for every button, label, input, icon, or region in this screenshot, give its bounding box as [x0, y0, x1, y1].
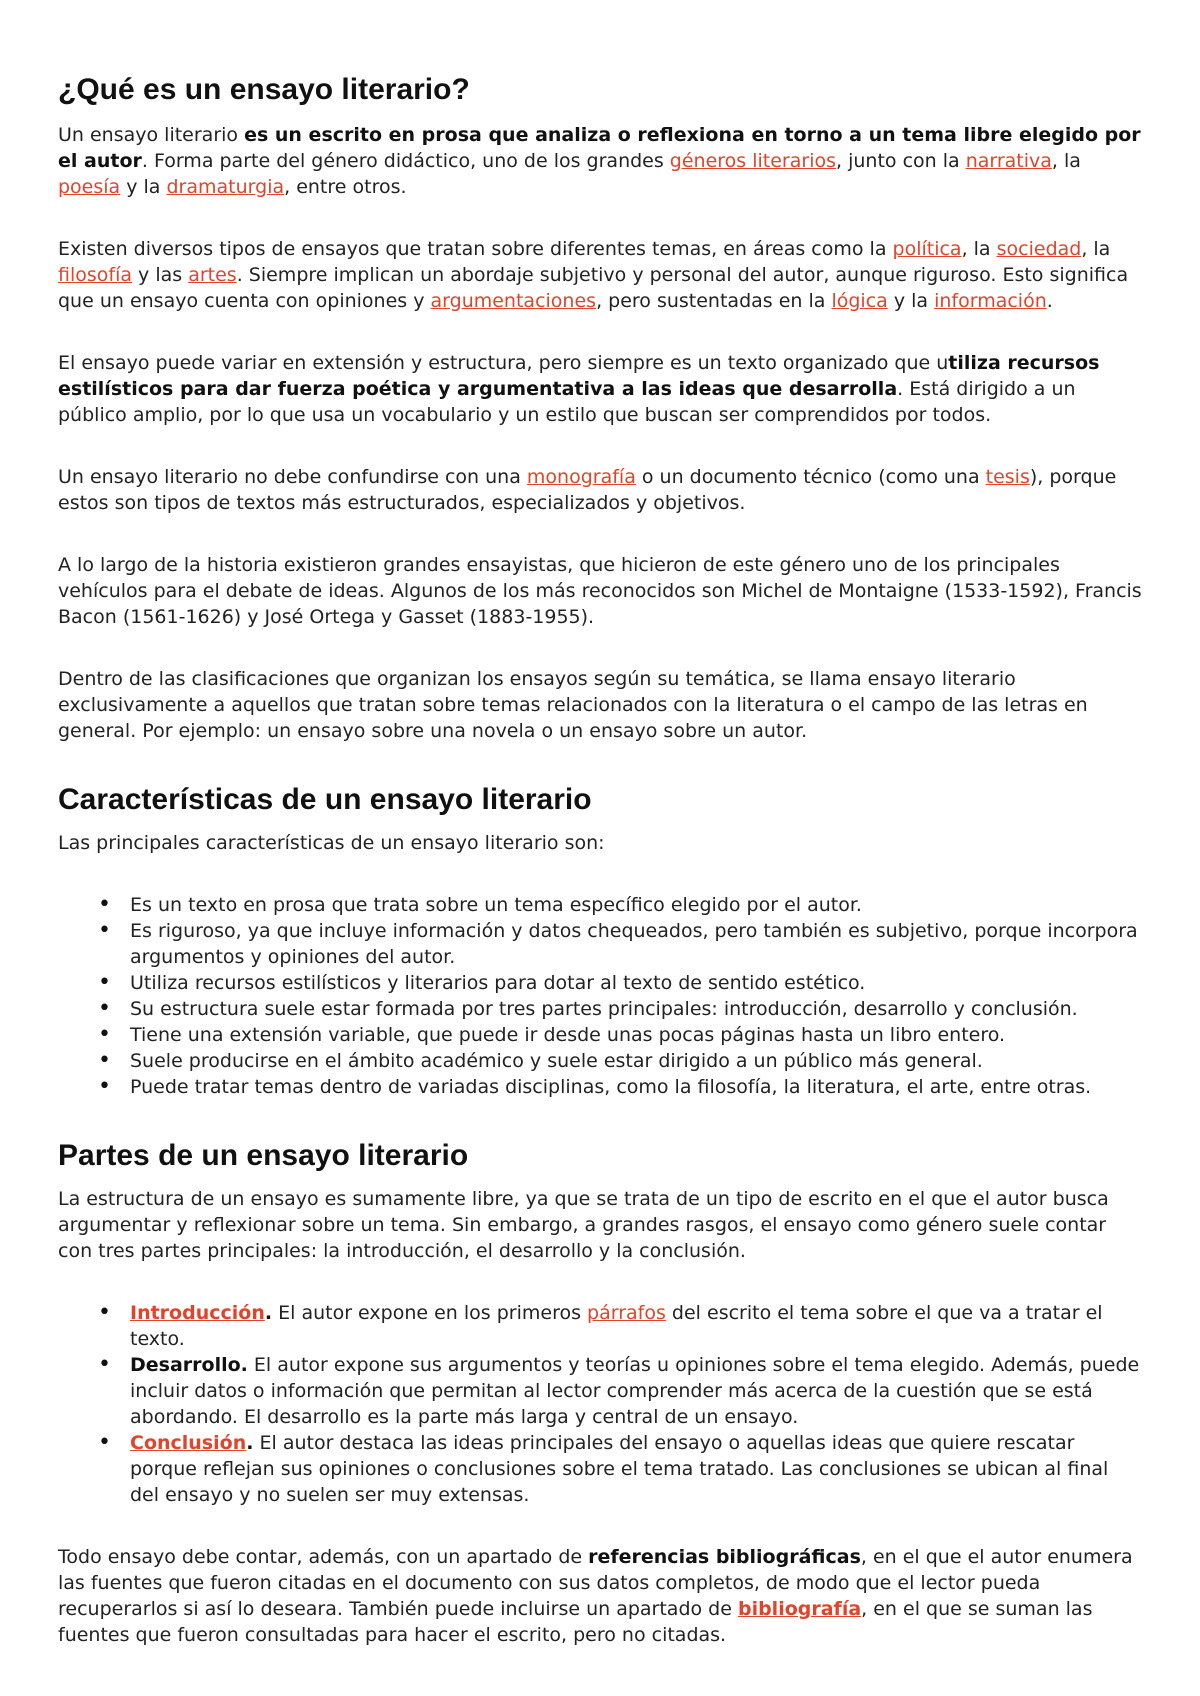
label-desarrollo: Desarrollo.	[130, 1354, 248, 1376]
link-parrafos[interactable]: párrafos	[587, 1302, 666, 1324]
caracteristicas-list	[58, 892, 1142, 1100]
paragraph-ensayistas: A lo largo de la historia existieron grandes ensayistas, que hicieron de este género uno de los principales vehículos para el debate de ideas. Algunos de los más reconocidos son Michel de Montaigne (1533-1592), Francis Bacon (1561-1626) y José Ortega y Gasset (1883-1955).	[58, 554, 1142, 628]
link-dramaturgia[interactable]: dramaturgia	[166, 176, 285, 198]
list-item: • Es riguroso, ya que incluye información y datos chequeados, pero también es subjetivo, porque incorpora argumentos y opiniones del autor.	[130, 918, 1142, 970]
link-monografia[interactable]: monografía	[526, 466, 636, 488]
list-item-introduccion: • Introducción. El autor expone en los primeros párrafos del escrito el tema sobre el que va a tratar el texto.	[130, 1300, 1142, 1352]
list-item: • Es un texto en prosa que trata sobre un tema específico elegido por el autor.	[130, 892, 1142, 918]
caracteristicas-intro: Las principales características de un ensayo literario son:	[58, 832, 605, 854]
link-informacion[interactable]: información	[934, 290, 1047, 312]
link-introduccion[interactable]: Introducción	[130, 1302, 265, 1324]
bold-recursos: tiliza recursos estilísticos para dar fuerza poética y argumentativa a las ideas que desarrolla	[58, 352, 1100, 400]
paragraph-estructura: El ensayo puede variar en extensión y estructura, pero siempre es un texto organizado que utiliza recursos estilísticos para dar fuerza poética y argumentativa a las ideas que desarrolla. Está dirigido a un público amplio, por lo que usa un vocabulario y un estilo que buscan ser comprendidos por todos.	[58, 352, 1100, 426]
heading-partes: Partes de un ensayo literario	[58, 1139, 469, 1172]
link-bibliografia[interactable]: bibliografía	[737, 1598, 862, 1620]
page-title: ¿Qué es un ensayo literario?	[58, 73, 470, 106]
link-conclusion[interactable]: Conclusión	[130, 1432, 247, 1454]
link-tesis[interactable]: tesis	[985, 466, 1030, 488]
paragraph-tipos: Existen diversos tipos de ensayos que tratan sobre diferentes temas, en áreas como la política, la sociedad, la filosofía y las artes. Siempre implican un abordaje subjetivo y personal del autor, aunque riguroso. Esto significa que un ensayo cuenta con opiniones y argumentaciones, pero sustentadas en la lógica y la información.	[58, 238, 1129, 312]
link-filosofia[interactable]: filosofía	[58, 264, 133, 286]
heading-caracteristicas: Características de un ensayo literario	[58, 783, 592, 816]
link-argumentaciones[interactable]: argumentaciones	[430, 290, 597, 312]
bold-definition: es un escrito en prosa que analiza o reflexiona en torno a un tema libre elegido por el autor	[58, 124, 1141, 172]
partes-intro: La estructura de un ensayo es sumamente libre, ya que se trata de un tipo de escrito en el que el autor busca argumentar y reflexionar sobre un tema. Sin embargo, a grandes rasgos, el ensayo como género suele contar con tres partes principales: la introducción, el desarrollo y la conclusión.	[58, 1188, 1109, 1262]
list-item-desarrollo: • Desarrollo. El autor expone sus argumentos y teorías u opiniones sobre el tema elegido. Además, puede incluir datos o información que permitan al lector comprender más acerca de la cuestión que se está abordando. El desarrollo es la parte más larga y central de un ensayo.	[130, 1352, 1142, 1430]
link-poesia[interactable]: poesía	[58, 176, 121, 198]
list-item: • Su estructura suele estar formada por tres partes principales: introducción, desarrollo y conclusión.	[130, 996, 1142, 1022]
paragraph-definition: Un ensayo literario es un escrito en prosa que analiza o reflexiona en torno a un tema libre elegido por el autor. Forma parte del género didáctico, uno de los grandes géneros literarios, junto con la narrativa, la poesía y la dramaturgia, entre otros.	[58, 124, 1141, 198]
link-sociedad[interactable]: sociedad	[996, 238, 1082, 260]
partes-list	[58, 1300, 1142, 1508]
link-artes[interactable]: artes	[188, 264, 237, 286]
link-narrativa[interactable]: narrativa	[965, 150, 1052, 172]
paragraph-monografia: Un ensayo literario no debe confundirse con una monografía o un documento técnico (como una tesis), porque estos son tipos de textos más estructurados, especializados y objetivos.	[58, 466, 1117, 514]
link-logica[interactable]: lógica	[831, 290, 888, 312]
list-item-conclusion: • Conclusión. El autor destaca las ideas principales del ensayo o aquellas ideas que quiere rescatar porque reflejan sus opiniones o conclusiones sobre el tema tratado. Las conclusiones se ubican al final del ensayo y no suelen ser muy extensas.	[130, 1430, 1142, 1508]
list-item: • Tiene una extensión variable, que puede ir desde unas pocas páginas hasta un libro entero.	[130, 1022, 1142, 1048]
link-politica[interactable]: política	[892, 238, 962, 260]
list-item: • Puede tratar temas dentro de variadas disciplinas, como la filosofía, la literatura, el arte, entre otras.	[130, 1074, 1142, 1100]
bold-referencias: referencias bibliográficas	[588, 1546, 861, 1568]
list-item: • Suele producirse en el ámbito académico y suele estar dirigido a un público más general.	[130, 1048, 1142, 1074]
paragraph-clasificaciones: Dentro de las clasificaciones que organizan los ensayos según su temática, se llama ensayo literario exclusivamente a aquellos que tratan sobre temas relacionados con la literatura o el campo de las letras en general. Por ejemplo: un ensayo sobre una novela o un ensayo sobre un autor.	[58, 668, 1088, 742]
paragraph-referencias: Todo ensayo debe contar, además, con un apartado de referencias bibliográficas, en el que el autor enumera las fuentes que fueron citadas en el documento con sus datos completos, de modo que el lector pueda recuperarlos si así lo deseara. También puede incluirse un apartado de bibliografía, en el que se suman las fuentes que fueron consultadas para hacer el escrito, pero no citadas.	[58, 1546, 1133, 1646]
link-generos-literarios[interactable]: géneros literarios	[669, 150, 837, 172]
list-item: • Utiliza recursos estilísticos y literarios para dotar al texto de sentido estético.	[130, 970, 1142, 996]
